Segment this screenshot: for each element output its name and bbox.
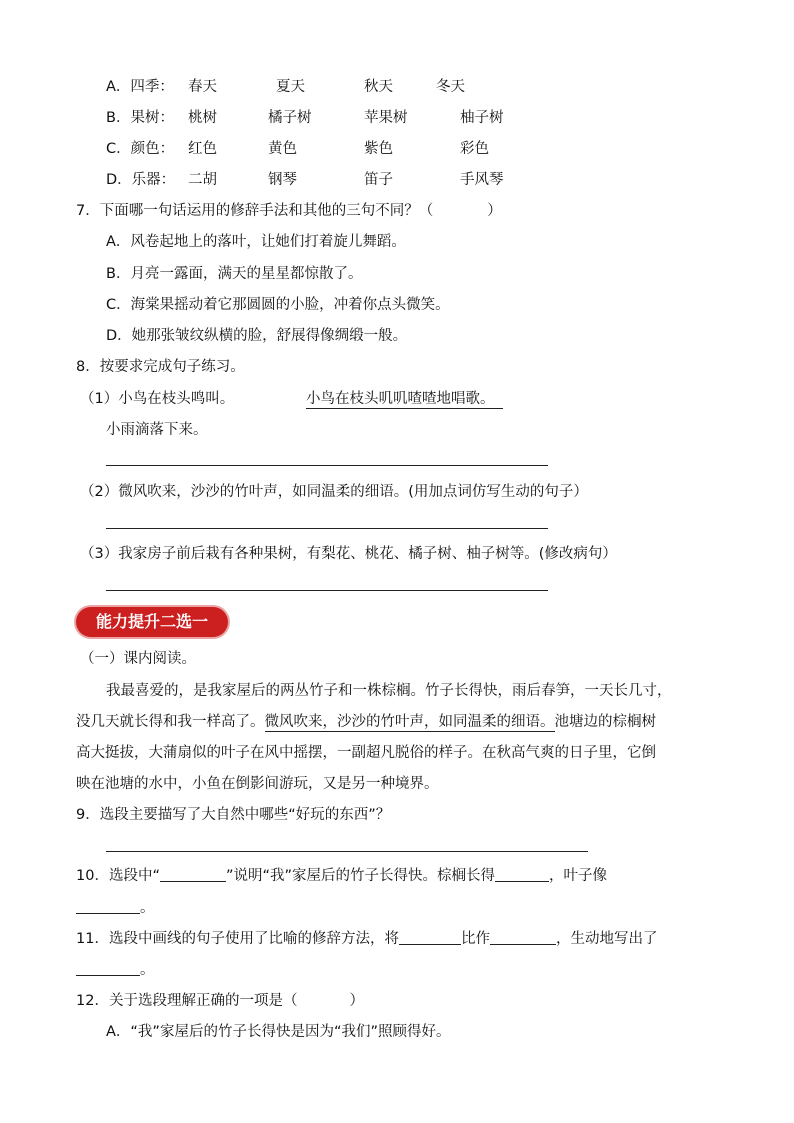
- fill-blank[interactable]: [495, 867, 549, 882]
- option-label: C．颜色：: [106, 141, 175, 157]
- q11-text: 11．选段中画线的句子使用了比喻的修辞方法，将: [76, 931, 399, 947]
- fill-blank[interactable]: [76, 899, 140, 914]
- answer-line[interactable]: [106, 590, 548, 591]
- q7-stem: [76, 201, 502, 221]
- q6-option-d: [106, 170, 504, 190]
- fill-blank[interactable]: [160, 867, 226, 882]
- q6-option-c: [106, 139, 489, 159]
- q6-option-b: [106, 108, 504, 128]
- q12-option-a: A．“我”家屋后的竹子长得快是因为“我们”照顾得好。: [106, 1024, 451, 1040]
- q8-part1-example: [306, 389, 503, 409]
- option-item: 橘子树: [268, 110, 312, 126]
- q7-option-a: A．风卷起地上的落叶，让她们打着旋儿舞蹈。: [106, 234, 406, 250]
- q11-text: ，生动地写出了: [555, 931, 658, 947]
- option-item: 黄色: [268, 141, 297, 157]
- fill-blank[interactable]: [490, 930, 556, 945]
- answer-line[interactable]: [106, 851, 588, 852]
- option-item: 春天: [188, 79, 217, 95]
- option-item: 夏天: [276, 79, 305, 95]
- q7-stem-text: 7．下面哪一句话运用的修辞手法和其他的三句不同？（: [76, 203, 434, 219]
- q12-stem-text: 12．关于选段理解正确的一项是（: [76, 993, 298, 1009]
- q8-part3: （3）我家房子前后栽有各种果树，有梨花、桃花、橘子树、柚子树等。(修改病句）: [80, 546, 617, 562]
- q10-end: 。: [140, 900, 155, 916]
- q10-stem: [76, 866, 607, 886]
- option-label: D．乐器：: [106, 172, 176, 188]
- q12-stem-close: ）: [349, 993, 364, 1009]
- q8-part2: （2）微风吹来，沙沙的竹叶声，如同温柔的细语。(用加点词仿写生动的句子）: [80, 484, 588, 500]
- option-item: 二胡: [188, 172, 217, 188]
- passage-text: 池塘边的棕榈树: [554, 714, 656, 730]
- answer-line[interactable]: [106, 465, 548, 466]
- option-item: 秋天: [364, 79, 393, 95]
- q12-stem: [76, 991, 364, 1011]
- option-item: 紫色: [364, 141, 393, 157]
- q10-text: ，叶子像: [549, 868, 608, 884]
- passage-line-4: 映在池塘的水中，小鱼在倒影间游玩，又是另一种境界。: [76, 776, 439, 792]
- option-item: 笛子: [364, 172, 393, 188]
- example-answer: 小鸟在枝头叽叽喳喳地唱歌。: [306, 391, 503, 409]
- section-badge: 能力提升二选一: [76, 607, 228, 637]
- q8-stem: 8．按要求完成句子练习。: [76, 359, 245, 375]
- answer-line[interactable]: [106, 528, 548, 529]
- q6-option-a: [106, 77, 465, 97]
- fill-blank[interactable]: [399, 930, 461, 945]
- reading-heading: （一）课内阅读。: [80, 651, 196, 667]
- q7-option-d: D．她那张皱纹纵横的脸，舒展得像绸缎一般。: [106, 328, 408, 344]
- fill-blank[interactable]: [76, 961, 140, 976]
- option-label: B．果树：: [106, 110, 174, 126]
- q7-option-b: B．月亮一露面，满天的星星都惊散了。: [106, 266, 363, 282]
- option-item: 钢琴: [268, 172, 297, 188]
- q9-stem: 9．选段主要描写了大自然中哪些“好玩的东西”？: [76, 807, 391, 823]
- passage-line-1: 我最喜爱的，是我家屋后的两丛竹子和一株棕榈。竹子长得快，雨后春笋，一天长几寸，: [106, 683, 672, 699]
- q11-stem: [76, 929, 657, 949]
- passage-line-3: 高大挺拔，大蒲扇似的叶子在风中摇摆，一副超凡脱俗的样子。在秋高气爽的日子里，它倒: [76, 745, 656, 761]
- q11-text: 比作: [460, 931, 490, 947]
- option-item: 彩色: [460, 141, 489, 157]
- passage-text: 没几天就长得和我一样高了。: [76, 714, 265, 730]
- option-item: 桃树: [188, 110, 217, 126]
- q7-option-c: C．海棠果摇动着它那圆圆的小脸，冲着你点头微笑。: [106, 297, 450, 313]
- option-item: 红色: [188, 141, 217, 157]
- q7-stem-close: ）: [487, 203, 502, 219]
- option-item: 柚子树: [460, 110, 504, 126]
- q10-continuation: [76, 898, 155, 918]
- option-label: A．四季：: [106, 79, 174, 95]
- q10-text: ”说明“我”家屋后的竹子长得快。棕榈长得: [225, 868, 496, 884]
- option-item: 手风琴: [460, 172, 504, 188]
- q11-continuation: [76, 960, 155, 980]
- q8-part1-task: 小雨滴落下来。: [106, 422, 208, 438]
- option-item: 冬天: [436, 79, 465, 95]
- q11-end: 。: [140, 962, 155, 978]
- q8-part1-label: （1）小鸟在枝头鸣叫。: [80, 391, 235, 407]
- passage-line-2: [76, 712, 656, 732]
- underlined-sentence: 微风吹来，沙沙的竹叶声，如同温柔的细语。: [264, 714, 555, 730]
- option-item: 苹果树: [364, 110, 408, 126]
- q10-text: 10．选段中“: [76, 868, 160, 884]
